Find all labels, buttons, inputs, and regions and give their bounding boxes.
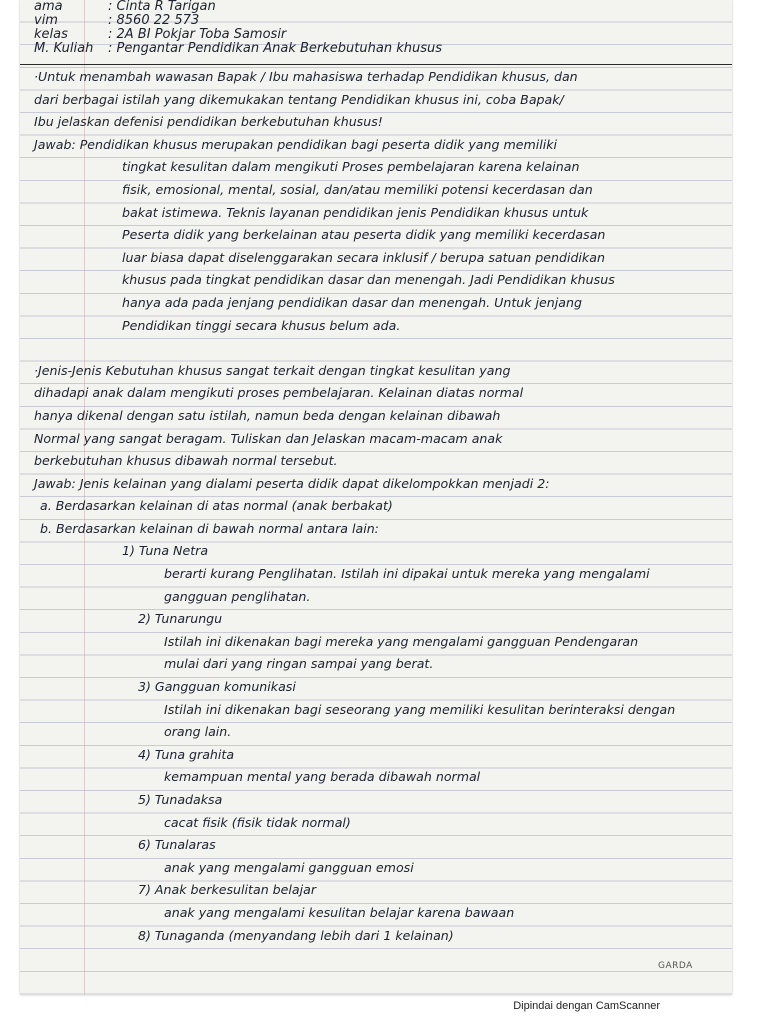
notebook-page [20,0,732,995]
text-line: Jawab: Pendidikan khusus merupakan pendidikan bagi peserta didik yang memiliki [34,136,558,152]
text-line: khusus pada tingkat pendidikan dasar dan menengah. Jadi Pendidikan khusus [122,272,615,288]
list-item-heading: 7) Anak berkesulitan belajar [138,882,317,898]
text-line: dari berbagai istilah yang dikemukakan tentang Pendidikan khusus ini, coba Bapak/ [34,91,564,107]
text-line: anak yang mengalami gangguan emosi [164,859,414,875]
text-line: kemampuan mental yang berada dibawah normal [164,769,481,785]
text-line: Ibu jelaskan defenisi pendidikan berkebutuhan khusus! [34,114,383,130]
header-value: : Cinta R Tarigan [108,0,216,14]
text-line: ·Untuk menambah wawasan Bapak / Ibu mahasiswa terhadap Pendidikan khusus, dan [34,69,578,84]
text-line: luar biasa dapat diselenggarakan secara inklusif / berupa satuan pendidikan [122,249,605,265]
text-line: Istilah ini dikenakan bagi mereka yang mengalami gangguan Pendengaran [164,633,639,649]
list-item-heading: 6) Tunalaras [138,837,216,853]
text-line: Jawab: Jenis kelainan yang dialami peserta didik dapat dikelompokkan menjadi 2: [34,475,550,491]
scanner-watermark: Dipindai dengan CamScanner [513,1000,660,1012]
text-line: berkebutuhan khusus dibawah normal tersebut. [34,453,338,469]
header-label: vim [34,13,58,28]
text-line: ·Jenis-Jenis Kebutuhan khusus sangat terkait dengan tingkat kesulitan yang [34,362,511,378]
handwritten-body [34,66,724,947]
text-line: Peserta didik yang berkelainan atau peserta didik yang memiliki kecerdasan [122,227,606,243]
header-label: kelas [34,27,68,42]
blank-line [34,337,724,360]
list-item-heading: 3) Gangguan komunikasi [138,679,296,695]
text-line: cacat fisik (fisik tidak normal) [164,814,351,830]
text-line: mulai dari yang ringan sampai yang berat. [164,656,434,672]
header-row-class [34,28,714,42]
list-item-heading: 2) Tunarungu [138,611,223,627]
list-item-heading: 8) Tunaganda (menyandang lebih dari 1 kelainan) [138,927,454,943]
header-row-nim [34,14,714,28]
text-line: Normal yang sangat beragam. Tuliskan dan Jelaskan macam-macam anak [34,430,503,446]
text-line: anak yang mengalami kesulitan belajar karena bawaan [164,904,515,920]
paper-brand: GARDA [658,961,693,971]
list-item-heading: 4) Tuna grahita [138,746,235,762]
text-line: orang lain. [164,724,232,740]
text-line: bakat istimewa. Teknis layanan pendidikan jenis Pendidikan khusus untuk [122,204,589,220]
header-value: : 2A BI Pokjar Toba Samosir [108,27,287,42]
text-line: berarti kurang Penglihatan. Istilah ini dipakai untuk mereka yang mengalami [164,566,650,582]
header-value: : 8560 22 573 [108,13,200,28]
header-divider [20,64,732,65]
student-header [34,0,714,64]
text-line: Istilah ini dikenakan bagi seseorang yang memiliki kesulitan berinteraksi dengan [164,701,676,717]
list-item-heading: 1) Tuna Netra [122,543,209,559]
text-line: hanya ada pada jenjang pendidikan dasar dan menengah. Untuk jenjang [122,294,582,310]
header-value: : Pengantar Pendidikan Anak Berkebutuhan khusus [108,41,443,56]
text-line: gangguan penglihatan. [164,588,311,604]
text-line: dihadapi anak dalam mengikuti proses pembelajaran. Kelainan diatas normal [34,385,524,401]
text-line: Pendidikan tinggi secara khusus belum ada. [122,317,401,333]
text-line: b. Berdasarkan kelainan di bawah normal antara lain: [40,520,379,536]
text-line: tingkat kesulitan dalam mengikuti Proses pembelajaran karena kelainan [122,159,580,175]
text-line: hanya dikenal dengan satu istilah, namun beda dengan kelainan dibawah [34,407,501,423]
text-line: fisik, emosional, mental, sosial, dan/atau memiliki potensi kecerdasan dan [122,181,593,197]
list-item-heading: 5) Tunadaksa [138,792,223,807]
header-row-course [34,42,714,56]
header-row-name [34,0,714,14]
text-line: a. Berdasarkan kelainan di atas normal (anak berbakat) [40,498,393,514]
header-label: ama [34,0,63,14]
header-label: M. Kuliah [34,41,94,56]
